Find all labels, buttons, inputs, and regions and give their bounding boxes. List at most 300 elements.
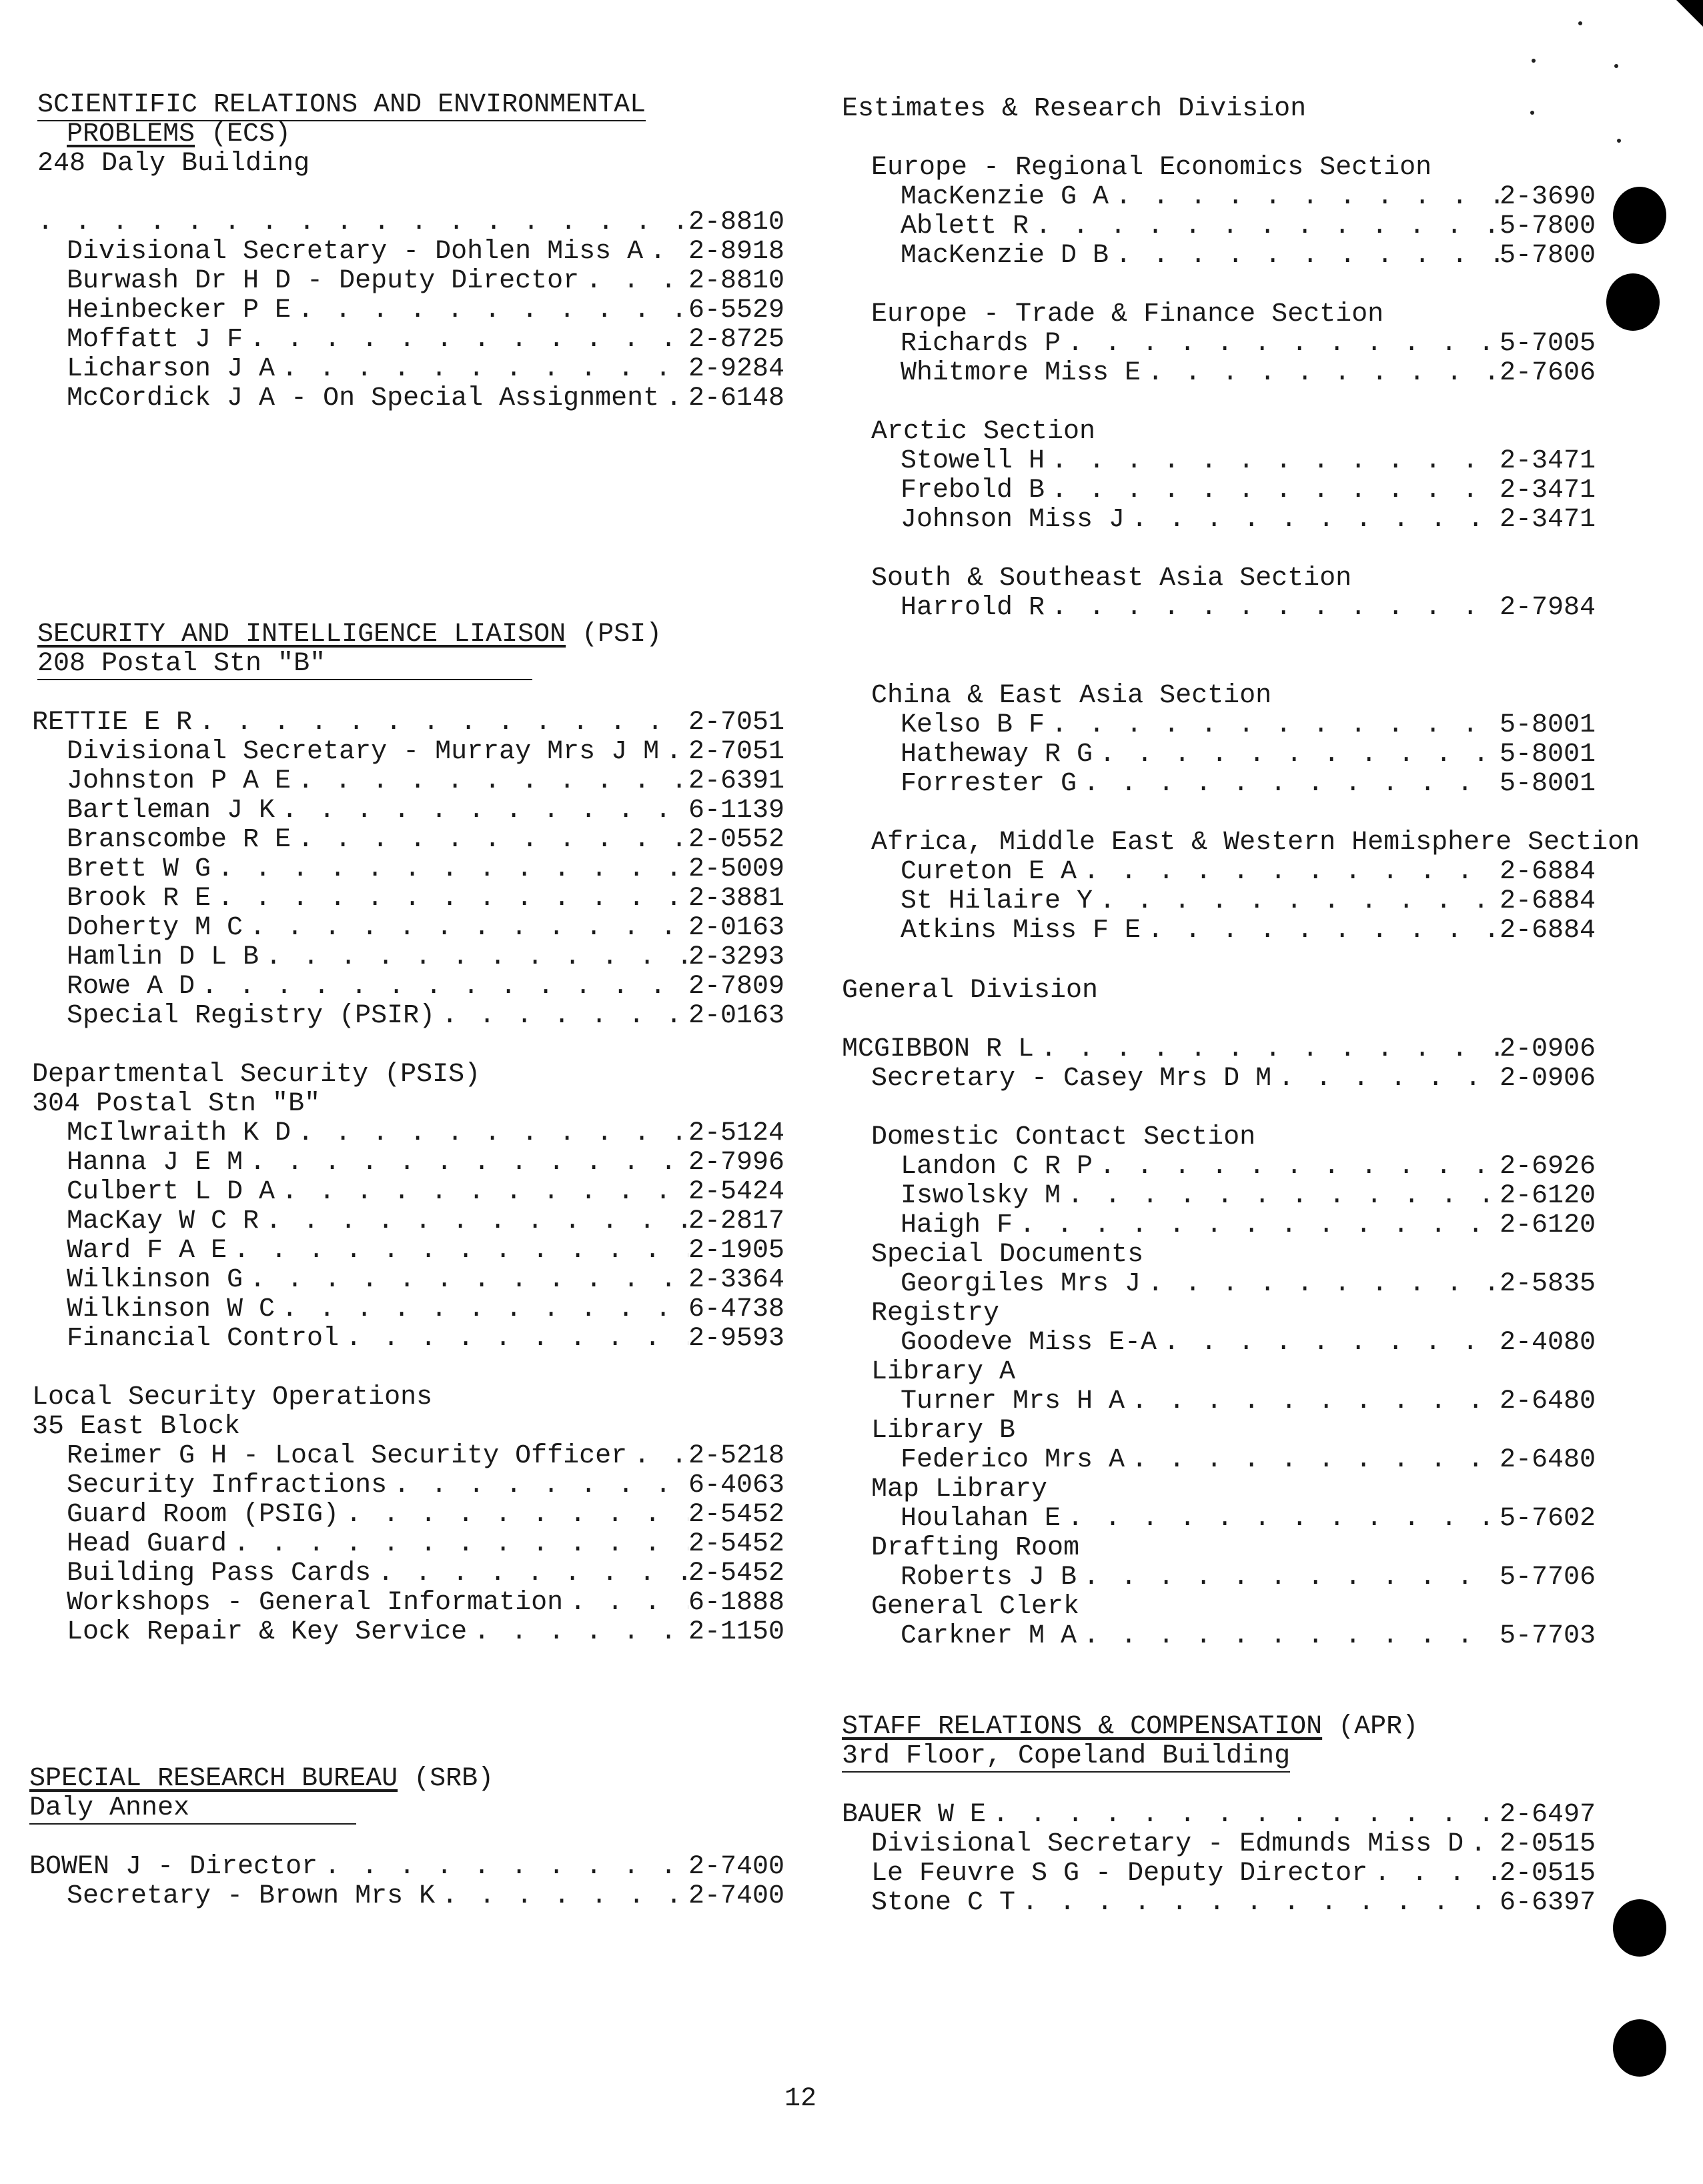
directory-entry: [842, 476, 1596, 505]
directory-entry: [842, 711, 1596, 740]
entry-name: Le Feuvre S G - Deputy Director: [871, 1859, 1368, 1889]
directory-entry: [37, 1148, 784, 1178]
estimates-title: Estimates & Research Division: [842, 94, 1307, 124]
leader-dots: [1045, 476, 1500, 505]
entry-phone: 2-3364: [688, 1265, 784, 1295]
speck: [1530, 111, 1534, 115]
page-corner-mark: [1676, 0, 1703, 27]
entry-name: Goodeve Miss E-A: [901, 1328, 1157, 1358]
leader-dots: [275, 355, 688, 384]
entry-phone: 2-6884: [1499, 886, 1596, 916]
leader-dots: [339, 1500, 688, 1530]
apr-location: 3rd Floor, Copeland Building: [842, 1741, 1291, 1771]
unit-title: Map Library: [871, 1474, 1048, 1504]
entry-name: Richards P: [901, 329, 1061, 359]
leader-dots: [435, 1882, 688, 1911]
entry-phone: 2-0552: [688, 825, 784, 855]
leader-dots: [1077, 1622, 1500, 1651]
directory-entry: [842, 1889, 1596, 1918]
srb-section: [29, 1764, 784, 1911]
psi-location: 208 Postal Stn "B": [37, 650, 784, 679]
directory-entry: [37, 355, 784, 384]
leader-dots: [227, 1530, 688, 1559]
directory-entry: [37, 1559, 784, 1588]
directory-entry: [842, 1859, 1596, 1889]
entry-name: Hamlin D L B: [67, 942, 259, 972]
entry-name: Johnson Miss J: [901, 505, 1125, 535]
entry-phone: 6-1888: [688, 1588, 784, 1618]
entry-name: Secretary - Brown Mrs K: [67, 1881, 436, 1911]
entry-name: Hatheway R G: [901, 740, 1093, 770]
domestic-entries: [842, 1152, 1596, 1240]
entry-name: Federico Mrs A: [901, 1445, 1125, 1475]
directory-entry: [37, 1324, 784, 1354]
leader-dots: [1045, 594, 1500, 623]
entry-phone: 5-7703: [1499, 1621, 1596, 1651]
entry-name: Stowell H: [901, 446, 1045, 476]
leader-dots: [1013, 1211, 1500, 1240]
leader-dots: [1125, 1387, 1500, 1416]
entry-phone: 2-3471: [1499, 505, 1596, 535]
lso-section: [32, 1382, 784, 1647]
subsection-title: China & East Asia Section: [871, 681, 1272, 711]
entry-name: Atkins Miss F E: [901, 916, 1141, 946]
directory-entry: [842, 1446, 1596, 1475]
leader-dots: [275, 1295, 688, 1324]
directory-entry: [37, 1236, 784, 1266]
punch-hole: [1606, 273, 1660, 331]
entry-name: Brett W G: [67, 854, 211, 884]
srb-location: Daly Annex: [29, 1794, 784, 1823]
directory-entry: [37, 738, 784, 767]
page-number: 12: [784, 2084, 817, 2114]
entry-phone: 2-3293: [688, 942, 784, 972]
ecs-entries: [37, 237, 784, 413]
entry-name: Carkner M A: [901, 1621, 1077, 1651]
ecs-location: 248 Daly Building: [37, 149, 310, 179]
entry-name: St Hilaire Y: [901, 886, 1093, 916]
directory-entry: [37, 1442, 784, 1471]
entry-phone: 2-8810: [688, 266, 784, 296]
directory-entry: [37, 1002, 784, 1031]
leader-dots: [579, 267, 688, 296]
psis-entries: [37, 1119, 784, 1354]
leader-dots: [1061, 329, 1500, 359]
apr-section: [842, 1713, 1596, 1918]
entry-phone: 2-5452: [688, 1500, 784, 1530]
leader-dots: [1093, 740, 1500, 770]
leader-dots: [371, 1559, 688, 1588]
directory-entry: [842, 1152, 1596, 1182]
entry-phone: 5-7602: [1499, 1504, 1596, 1534]
entry-phone: 2-1905: [688, 1236, 784, 1266]
directory-entry: [37, 1588, 784, 1618]
ecs-title-line1: SCIENTIFIC RELATIONS AND ENVIRONMENTAL: [37, 90, 646, 120]
leader-dots: [259, 943, 688, 972]
entry-name: Turner Mrs H A: [901, 1386, 1125, 1416]
leader-dots: [1109, 241, 1500, 271]
directory-entry: [842, 887, 1596, 916]
directory-entry: [842, 858, 1596, 887]
leader-dots: [259, 1207, 688, 1236]
entry-phone: 2-5218: [688, 1441, 784, 1471]
leader-dots: [659, 738, 688, 767]
directory-entry: [37, 796, 784, 826]
entry-name: Rowe A D: [67, 972, 195, 1002]
entry-phone: 2-4080: [1499, 1328, 1596, 1358]
entry-name: Ablett R: [901, 211, 1029, 241]
entry-phone: 5-8001: [1499, 710, 1596, 740]
leader-dots: [195, 972, 688, 1002]
psis-title: Departmental Security (PSIS): [32, 1060, 481, 1090]
entry-name: Workshops - General Information: [67, 1588, 564, 1618]
entry-phone: 6-6397: [1499, 1888, 1596, 1918]
directory-entry: [37, 1178, 784, 1207]
entry-name: Burwash Dr H D - Deputy Director: [67, 266, 580, 296]
leader-dots: [1061, 1504, 1500, 1534]
directory-entry: [842, 1830, 1596, 1859]
general-head: MCGIBBON R L . . . 2-0906: [842, 1035, 1596, 1064]
directory-entry: [37, 1266, 784, 1295]
speck: [1614, 64, 1618, 68]
entry-name: MacKay W C R: [67, 1206, 259, 1236]
entry-name: Ward F A E: [67, 1236, 227, 1266]
entry-name: Branscombe R E: [67, 825, 292, 855]
entry-phone: 2-6120: [1499, 1181, 1596, 1211]
entry-name: Forrester G: [901, 769, 1077, 799]
unit-title: General Clerk: [871, 1592, 1080, 1622]
entry-phone: 5-8001: [1499, 740, 1596, 770]
entry-phone: 2-5009: [688, 854, 784, 884]
directory-entry: [37, 1295, 784, 1324]
entry-phone: 2-0163: [688, 1001, 784, 1031]
apr-entries: [842, 1830, 1596, 1918]
leader-dots: [1093, 887, 1500, 916]
leader-dots: [1077, 770, 1500, 799]
leader-dots: [227, 1236, 688, 1266]
entry-phone: 2-8725: [688, 325, 784, 355]
unit-title: Library B: [871, 1416, 1016, 1446]
directory-entry: [37, 1882, 784, 1911]
entry-phone: 2-7996: [688, 1148, 784, 1178]
entry-name: Johnston P A E: [67, 766, 292, 796]
directory-entry: [37, 296, 784, 325]
entry-phone: 2-6884: [1499, 916, 1596, 946]
psi-head: RETTIE E R . . . 2-7051: [32, 708, 784, 738]
leader-dots: [243, 325, 688, 355]
entry-name: Houlahan E: [901, 1504, 1061, 1534]
entry-phone: 5-7005: [1499, 329, 1596, 359]
directory-entry: [842, 329, 1596, 359]
entry-phone: 2-5424: [688, 1177, 784, 1207]
leader-dots: [211, 855, 688, 884]
entry-phone: 2-6480: [1499, 1445, 1596, 1475]
general-section: [842, 976, 1596, 1651]
psi-section: [32, 620, 784, 1031]
domestic-contact-title: Domestic Contact Section: [871, 1122, 1256, 1152]
entry-name: Guard Room (PSIG): [67, 1500, 340, 1530]
leader-dots: [387, 1471, 688, 1500]
leader-dots: [243, 1148, 688, 1178]
unit-title: Library A: [871, 1357, 1016, 1387]
leader-dots: [1029, 212, 1500, 241]
leader-dots: [1141, 1270, 1500, 1299]
speck: [1578, 21, 1582, 25]
entry-name: Financial Control: [67, 1324, 340, 1354]
entry-phone: 2-7051: [688, 737, 784, 767]
directory-entry: [842, 740, 1596, 770]
directory-entry: [37, 1530, 784, 1559]
leader-dots: [339, 1324, 688, 1354]
srb-entries: [37, 1882, 784, 1911]
subsection-title: South & Southeast Asia Section: [871, 564, 1352, 594]
entry-name: Whitmore Miss E: [901, 358, 1141, 388]
leader-dots: [435, 1002, 688, 1031]
entry-name: Roberts J B: [901, 1562, 1077, 1592]
leader-dots: [659, 384, 688, 413]
entry-name: Culbert L D A: [67, 1177, 275, 1207]
entry-phone: 2-5124: [688, 1118, 784, 1148]
leader-dots: [1125, 505, 1500, 535]
entry-name: Divisional Secretary - Dohlen Miss A: [67, 237, 644, 267]
directory-entry: [37, 1500, 784, 1530]
entry-name: Stone C T: [871, 1888, 1016, 1918]
directory-entry: [37, 1207, 784, 1236]
leader-dots: [275, 1178, 688, 1207]
entry-phone: 2-7606: [1499, 358, 1596, 388]
psis-section: [32, 1060, 784, 1354]
entry-phone: 2-9284: [688, 354, 784, 384]
directory-entry: [842, 1387, 1596, 1416]
entry-phone: 2-0515: [1499, 1859, 1596, 1889]
lso-location: 35 East Block: [32, 1412, 241, 1442]
entry-name: Bartleman J K: [67, 796, 275, 826]
entry-name: Hanna J E M: [67, 1148, 243, 1178]
entry-phone: 2-7984: [1499, 593, 1596, 623]
directory-entry: [842, 1563, 1596, 1592]
directory-entry: [37, 237, 784, 267]
lso-title: Local Security Operations: [32, 1382, 433, 1412]
entry-name: Cureton E A: [901, 857, 1077, 887]
entry-name: Wilkinson W C: [67, 1294, 275, 1324]
entry-phone: 2-7809: [688, 972, 784, 1002]
entry-phone: 5-7800: [1499, 241, 1596, 271]
psi-entries: [37, 738, 784, 1031]
directory-entry: [37, 855, 784, 884]
entry-name: McIlwraith K D: [67, 1118, 292, 1148]
directory-entry: [37, 1618, 784, 1647]
leader-dots: [275, 796, 688, 826]
directory-entry: [37, 914, 784, 943]
entry-name: Divisional Secretary - Murray Mrs J M: [67, 737, 660, 767]
leader-dots: [243, 914, 688, 943]
entry-phone: 5-8001: [1499, 769, 1596, 799]
leader-dots: [1141, 916, 1500, 946]
directory-entry: [842, 1270, 1596, 1299]
directory-entry: [37, 1119, 784, 1148]
directory-entry: [842, 1328, 1596, 1358]
subsection-title: Europe - Trade & Finance Section: [871, 299, 1384, 329]
speck: [1532, 59, 1536, 63]
directory-entry: [842, 241, 1596, 271]
entry-phone: 6-4063: [688, 1470, 784, 1500]
leader-dots: [1141, 359, 1500, 388]
entry-name: Moffatt J F: [67, 325, 243, 355]
entry-phone: 6-4738: [688, 1294, 784, 1324]
directory-entry: [842, 183, 1596, 212]
psi-title: SECURITY AND INTELLIGENCE LIAISON (PSI): [37, 620, 662, 650]
entry-name: Wilkinson G: [67, 1265, 243, 1295]
unit-title: Special Documents: [871, 1240, 1144, 1270]
punch-hole: [1613, 1899, 1666, 1957]
entry-phone: 2-9593: [688, 1324, 784, 1354]
entry-name: Lock Repair & Key Service: [67, 1617, 468, 1647]
leader-dots: [1157, 1328, 1500, 1358]
leader-dots: [211, 884, 688, 914]
leader-dots: [291, 826, 688, 855]
entry-name: Building Pass Cards: [67, 1558, 372, 1588]
lso-entries: [37, 1442, 784, 1647]
entry-name: Special Registry (PSIR): [67, 1001, 436, 1031]
leader-dots: [1093, 1152, 1500, 1182]
entry-name: Iswolsky M: [901, 1181, 1061, 1211]
entry-phone: 2-6120: [1499, 1210, 1596, 1240]
ecs-main-line: . . . 2-8810: [37, 208, 784, 237]
directory-entry: [842, 212, 1596, 241]
unit-title: Drafting Room: [871, 1533, 1080, 1563]
entry-phone: 2-6884: [1499, 857, 1596, 887]
directory-entry: [842, 505, 1596, 535]
entry-name: Reimer G H - Local Security Officer: [67, 1441, 628, 1471]
directory-entry: [842, 447, 1596, 476]
entry-phone: 2-8918: [688, 237, 784, 267]
entry-name: Georgiles Mrs J: [901, 1269, 1141, 1299]
leader-dots: [563, 1588, 688, 1618]
subsection-title: Africa, Middle East & Western Hemisphere Section: [871, 828, 1640, 858]
entry-name: Doherty M C: [67, 913, 243, 943]
entry-name: Harrold R: [901, 593, 1045, 623]
directory-entry: [37, 767, 784, 796]
directory-entry: [842, 770, 1596, 799]
entry-phone: 6-1139: [688, 796, 784, 826]
directory-entry: [37, 943, 784, 972]
leader-dots: [627, 1442, 688, 1471]
leader-dots: [1367, 1859, 1500, 1889]
estimates-section: [842, 94, 1640, 946]
directory-entry: [37, 1471, 784, 1500]
entry-phone: 2-6391: [688, 766, 784, 796]
leader-dots: [243, 1266, 688, 1295]
leader-dots: [1125, 1446, 1500, 1475]
leader-dots: [291, 296, 688, 325]
entry-phone: 2-6148: [688, 383, 784, 413]
entry-phone: 2-0163: [688, 913, 784, 943]
leader-dots: [467, 1618, 688, 1647]
entry-name: Head Guard: [67, 1529, 227, 1559]
unit-title: Registry: [871, 1298, 1000, 1328]
entry-name: Landon C R P: [901, 1152, 1093, 1182]
leader-dots: [1045, 711, 1500, 740]
directory-entry: [37, 267, 784, 296]
entry-phone: 6-5529: [688, 295, 784, 325]
entry-name: Heinbecker P E: [67, 295, 292, 325]
directory-entry: [842, 1504, 1596, 1534]
entry-name: MacKenzie G A: [901, 182, 1109, 212]
subsection-title: Europe - Regional Economics Section: [871, 153, 1432, 183]
psis-location: 304 Postal Stn "B": [32, 1089, 321, 1119]
directory-entry: [37, 384, 784, 413]
directory-entry: [37, 826, 784, 855]
entry-phone: 2-5452: [688, 1529, 784, 1559]
directory-entry: [842, 1211, 1596, 1240]
entry-phone: 2-6926: [1499, 1152, 1596, 1182]
leader-dots: [291, 767, 688, 796]
general-title: General Division: [842, 976, 1099, 1006]
speck: [1617, 139, 1621, 143]
subsection-title: Arctic Section: [871, 417, 1096, 447]
entry-phone: 2-7400: [688, 1881, 784, 1911]
entry-phone: 2-5452: [688, 1558, 784, 1588]
entry-name: MacKenzie D B: [901, 241, 1109, 271]
apr-head: BAUER W E . . . 2-6497: [842, 1801, 1596, 1830]
entry-name: Kelso B F: [901, 710, 1045, 740]
estimates-subsections: [842, 124, 1640, 946]
directory-entry: [842, 1182, 1596, 1211]
ecs-section: [37, 91, 784, 413]
general-secretary: Secretary - Casey Mrs D M . . . 2-0906: [842, 1064, 1596, 1094]
leader-dots: [1045, 447, 1500, 476]
ecs-title-line2: PROBLEMS (ECS): [67, 119, 292, 149]
directory-entry: [842, 359, 1596, 388]
entry-name: Security Infractions: [67, 1470, 388, 1500]
leader-dots: [1109, 183, 1500, 212]
entry-phone: 2-6480: [1499, 1386, 1596, 1416]
srb-title: SPECIAL RESEARCH BUREAU (SRB): [29, 1764, 494, 1794]
directory-entry: [37, 884, 784, 914]
leader-dots: [1077, 858, 1500, 887]
entry-name: McCordick J A - On Special Assignment: [67, 383, 660, 413]
entry-phone: 2-3881: [688, 884, 784, 914]
entry-phone: 2-3690: [1499, 182, 1596, 212]
leader-dots: [643, 237, 688, 267]
directory-entry: [842, 916, 1596, 946]
general-units: [842, 1240, 1596, 1651]
entry-phone: 2-5835: [1499, 1269, 1596, 1299]
entry-phone: 5-7800: [1499, 211, 1596, 241]
apr-title: STAFF RELATIONS & COMPENSATION (APR): [842, 1712, 1419, 1742]
leader-dots: [1077, 1563, 1500, 1592]
entry-phone: 2-3471: [1499, 475, 1596, 505]
entry-phone: 2-1150: [688, 1617, 784, 1647]
directory-entry: [842, 594, 1596, 623]
entry-phone: 5-7706: [1499, 1562, 1596, 1592]
leader-dots: [291, 1119, 688, 1148]
leader-dots: [1061, 1182, 1500, 1211]
punch-hole: [1613, 187, 1666, 244]
leader-dots: [1464, 1830, 1500, 1859]
entry-name: Divisional Secretary - Edmunds Miss D: [871, 1829, 1464, 1859]
entry-name: Frebold B: [901, 475, 1045, 505]
entry-phone: 2-0515: [1499, 1829, 1596, 1859]
directory-entry: [37, 325, 784, 355]
punch-hole: [1613, 2019, 1666, 2077]
directory-entry: [842, 1622, 1596, 1651]
entry-phone: 2-2817: [688, 1206, 784, 1236]
entry-name: Brook R E: [67, 884, 211, 914]
entry-name: Licharson J A: [67, 354, 275, 384]
entry-name: Haigh F: [901, 1210, 1013, 1240]
directory-entry: [37, 972, 784, 1002]
